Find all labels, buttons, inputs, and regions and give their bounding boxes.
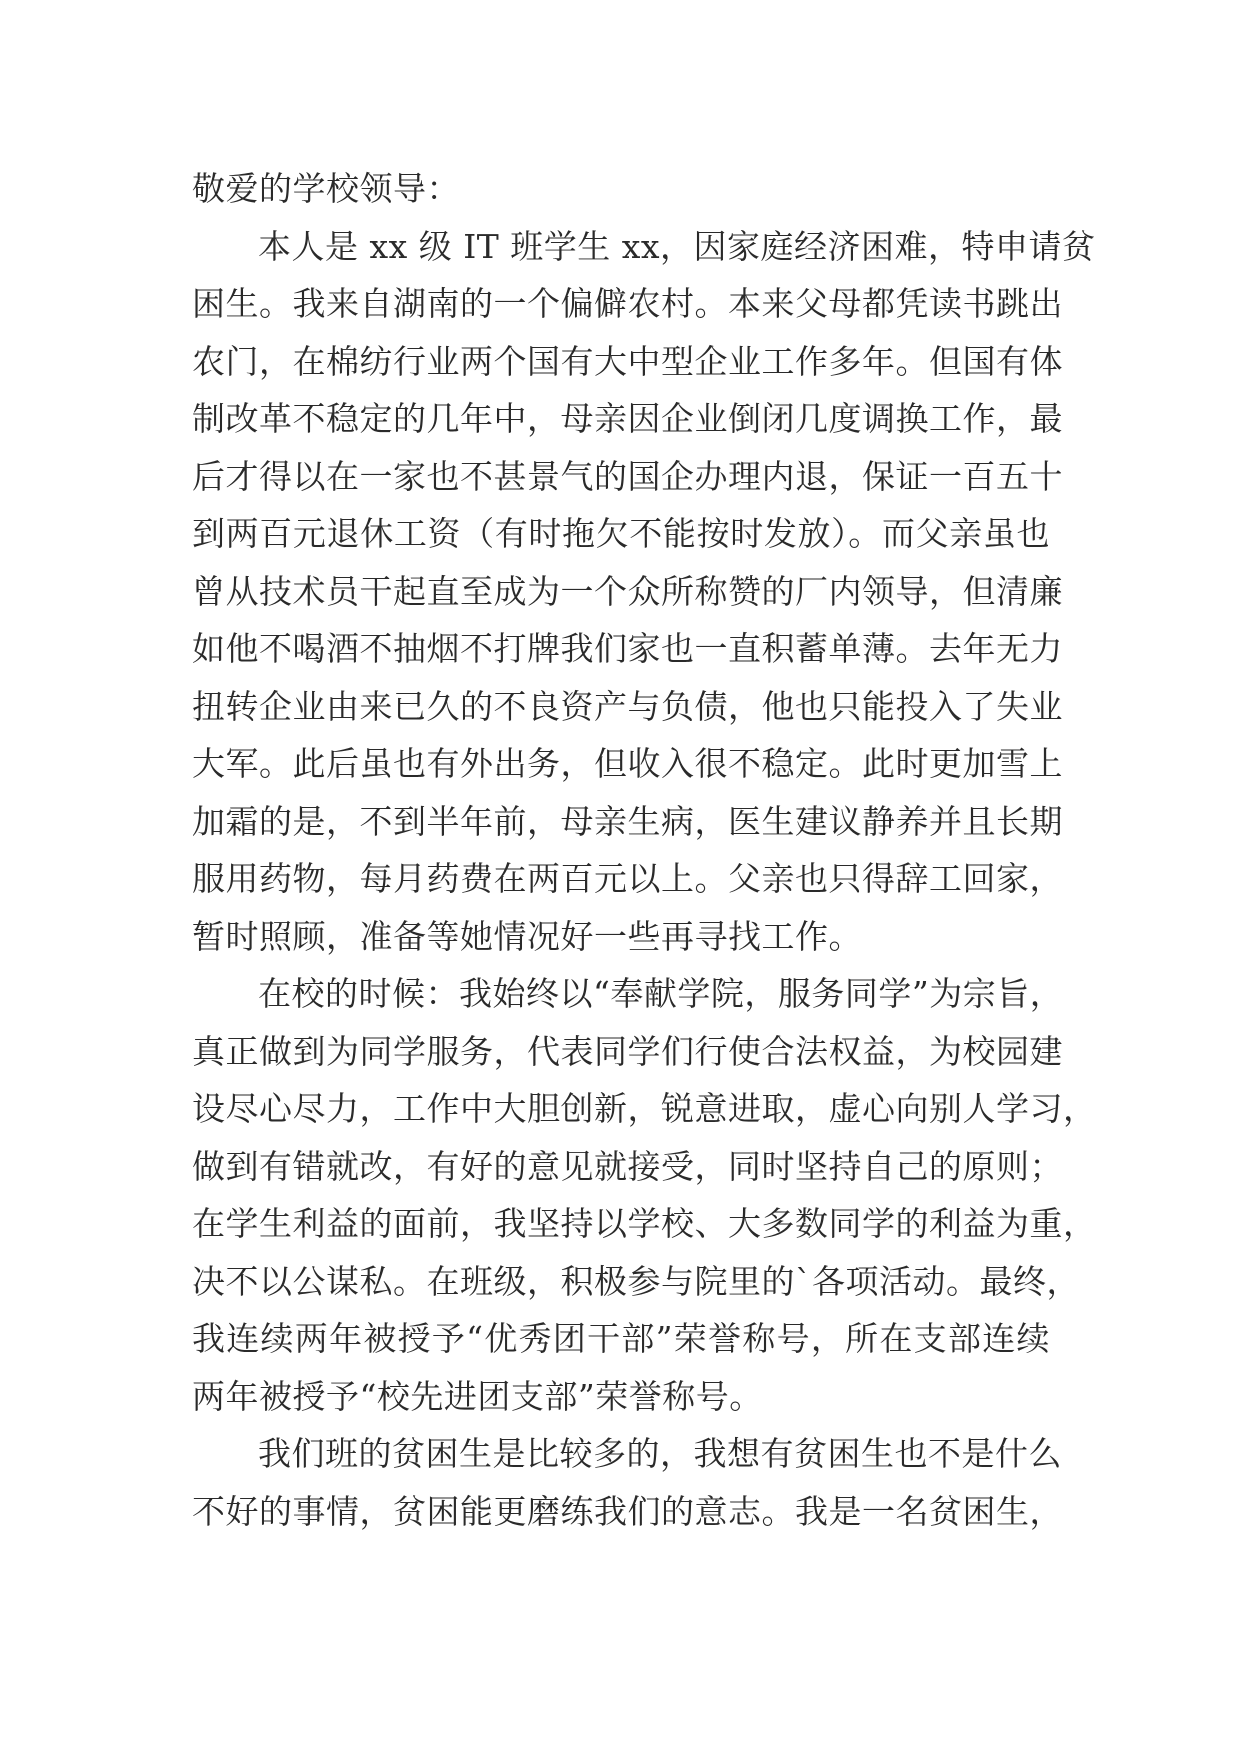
paragraph-line: 困生。我来自湖南的一个偏僻农村。本来父母都凭读书跳出 xyxy=(192,284,1063,323)
paragraph-3 xyxy=(192,1425,1063,1540)
paragraph-line: 做到有错就改，有好的意见就接受，同时坚持自己的原则； xyxy=(192,1146,1063,1186)
paragraph-line: 两年被授予“校先进团支部”荣誉称号。 xyxy=(192,1376,763,1416)
paragraph-line: 我们班的贫困生是比较多的，我想有贫困生也不是什么 xyxy=(258,1434,1062,1473)
paragraph-2 xyxy=(192,965,1097,1425)
paragraph-line: 曾从技术员干起直至成为一个众所称赞的厂内领导，但清廉 xyxy=(192,571,1063,611)
paragraph-line: 扭转企业由来已久的不良资产与负债，他也只能投入了失业 xyxy=(192,686,1063,726)
paragraph-line: 大军。此后虽也有外出务，但收入很不稳定。此时更加雪上 xyxy=(192,744,1063,783)
paragraph-line: 在校的时候：我始终以“奉献学院，服务同学”为宗旨， xyxy=(258,974,1064,1013)
paragraph-line: 本人是 xx 级 IT 班学生 xx，因家庭经济困难，特申请贫 xyxy=(258,226,1096,266)
letter-body xyxy=(192,160,1097,1540)
paragraph-line: 服用药物，每月药费在两百元以上。父亲也只得辞工回家， xyxy=(192,859,1063,898)
paragraph-line: 到两百元退休工资（有时拖欠不能按时发放）。而父亲虽也 xyxy=(192,514,1050,553)
paragraph-line: 设尽心尽力，工作中大胆创新，锐意进取，虚心向别人学习， xyxy=(192,1089,1097,1128)
paragraph-line: 真正做到为同学服务，代表同学们行使合法权益，为校园建 xyxy=(192,1031,1063,1071)
paragraph-line: 制改革不稳定的几年中，母亲因企业倒闭几度调换工作，最 xyxy=(192,399,1063,438)
paragraph-line: 如他不喝酒不抽烟不打牌我们家也一直积蓄单薄。去年无力 xyxy=(192,629,1063,668)
paragraph-line: 不好的事情，贫困能更磨练我们的意志。我是一名贫困生， xyxy=(192,1491,1063,1531)
paragraph-line: 暂时照顾，准备等她情况好一些再寻找工作。 xyxy=(192,916,862,956)
paragraph-1 xyxy=(192,218,1096,966)
paragraph-line: 加霜的是，不到半年前，母亲生病，医生建议静养并且长期 xyxy=(192,801,1063,841)
paragraph-line: 在学生利益的面前，我坚持以学校、大多数同学的利益为重， xyxy=(192,1204,1097,1243)
paragraph-line: 决不以公谋私。在班级，积极参与院里的`各项活动。最终， xyxy=(192,1261,1080,1301)
salutation: 敬爱的学校领导： xyxy=(192,169,460,208)
paragraph-line: 我连续两年被授予“优秀团干部”荣誉称号，所在支部连续 xyxy=(192,1319,1050,1358)
paragraph-line: 后才得以在一家也不甚景气的国企办理内退，保证一百五十 xyxy=(192,456,1063,496)
paragraph-line: 农门，在棉纺行业两个国有大中型企业工作多年。但国有体 xyxy=(192,341,1063,381)
